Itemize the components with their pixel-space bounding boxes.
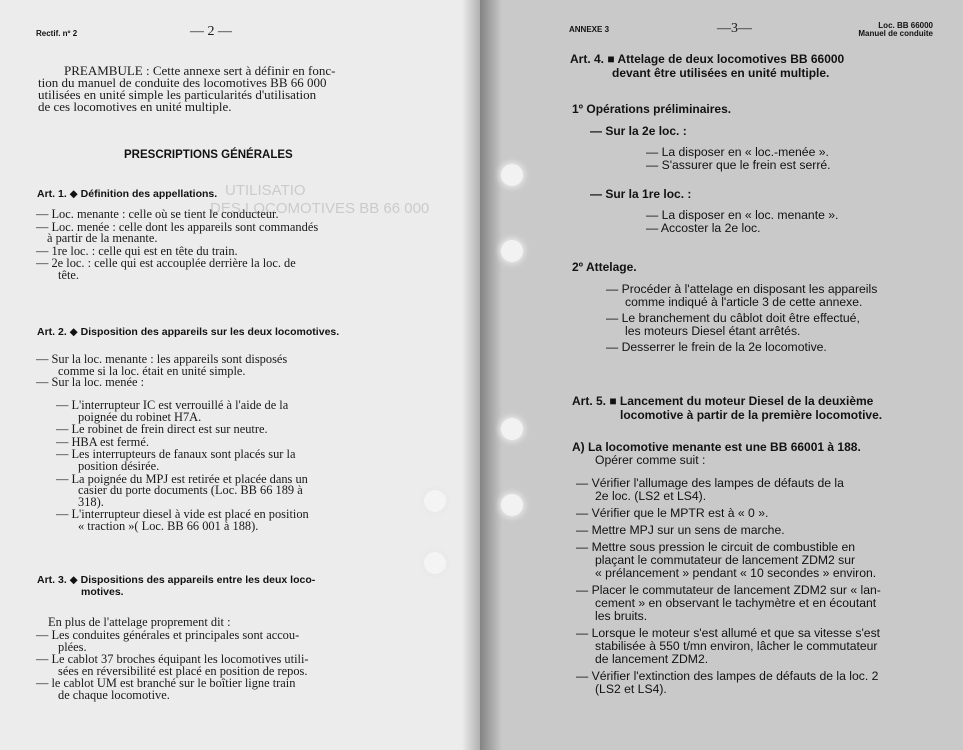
art3-intro: En plus de l'attelage proprement dit :	[48, 615, 231, 629]
list-item	[576, 477, 936, 503]
list-line: — HBA est fermé.	[56, 434, 149, 449]
list-line: de lancement ZDM2.	[595, 652, 709, 666]
list-item	[56, 449, 386, 472]
list-item	[36, 354, 386, 377]
header-ref: ANNEXE 3	[569, 25, 610, 34]
art5-list	[576, 477, 936, 696]
list-line: — L'interrupteur IC est verrouillé à l'aide de la	[56, 398, 289, 412]
title-line: locomotive à partir de la première locomotive.	[620, 408, 883, 422]
page-number: — 2 —	[190, 24, 232, 39]
list-item	[576, 541, 936, 580]
list-line: poignée du robinet H7A.	[78, 409, 202, 424]
list-line: (LS2 et LS4).	[595, 682, 667, 696]
binder-hole	[501, 164, 523, 186]
list-line: comme indiqué à l'article 3 de cette annexe.	[625, 295, 863, 309]
list-line: casier du porte documents (Loc. BB 66 189 à	[78, 483, 303, 498]
list-item	[576, 584, 936, 623]
art3-list	[36, 630, 386, 702]
art4-s2-list	[606, 283, 936, 354]
general-title: PRESCRIPTIONS GÉNÉRALES	[124, 149, 293, 161]
list-item: — La disposer en « loc.-menée ».	[646, 145, 829, 159]
spine-shadow	[462, 0, 480, 750]
list-item	[56, 400, 386, 423]
list-line: 318).	[78, 494, 104, 509]
list-line: — Procéder à l'attelage en disposant les appareils	[606, 282, 878, 296]
list-item	[36, 377, 386, 389]
title-line: motives.	[81, 586, 124, 598]
art4-on2: — Sur la 2e loc. :	[590, 124, 687, 138]
header-line: Manuel de conduite	[858, 29, 933, 38]
list-item	[606, 341, 936, 354]
preamble-line: utilisées en unité simple les particularités d'utilisation	[38, 87, 317, 102]
list-line: plaçant le commutateur de lancement ZDM2 sur	[595, 553, 856, 567]
list-item	[606, 312, 936, 338]
list-line: — Mettre sous pression le circuit de combustible en	[576, 540, 856, 554]
art5-subA: A) La locomotive menante est une BB 66001 à 188.	[572, 440, 861, 454]
art1-title: Art. 1. ◆ Définition des appellations.	[37, 188, 218, 200]
binder-hole	[424, 552, 446, 574]
list-item	[56, 471, 386, 509]
header-line: Loc. BB 66000	[878, 21, 933, 30]
list-line: — Vérifier l'extinction des lampes de défauts de la loc. 2	[576, 669, 879, 683]
list-line: position désirée.	[78, 458, 160, 473]
left-page	[0, 0, 480, 750]
header-right	[858, 22, 933, 38]
list-line: — Le branchement du câblot doit être effectué,	[606, 311, 860, 325]
art5-subA2: Opérer comme suit :	[595, 453, 706, 467]
binder-hole	[501, 240, 523, 262]
list-line: — Le robinet de frein direct est sur neutre.	[56, 422, 268, 437]
art2-list	[36, 354, 386, 389]
list-line: « traction »( Loc. BB 66 001 à 188).	[78, 518, 259, 533]
preamble-line: de ces locomotives en unité multiple.	[38, 99, 232, 114]
title-line: Art. 4. ■ Attelage de deux locomotives BB 66000	[570, 52, 845, 66]
list-item	[606, 283, 936, 309]
list-item	[576, 627, 936, 666]
show-through-text: UTILISATIO	[225, 182, 306, 199]
list-line: sées en réversibilité est placé en position de repos.	[58, 663, 308, 678]
binder-hole	[501, 494, 523, 516]
art4-s1: 1º Opérations préliminaires.	[572, 102, 732, 116]
list-item	[56, 509, 386, 532]
list-item	[36, 630, 386, 653]
list-item: — S'assurer que le frein est serré.	[646, 158, 831, 172]
list-line: — La poignée du MPJ est retirée et placée dans un	[56, 471, 308, 486]
art4-on2-list	[646, 146, 831, 172]
list-line: de chaque locomotive.	[58, 687, 170, 702]
list-line: — Desserrer le frein de la 2e locomotive.	[606, 340, 827, 354]
list-item	[576, 670, 936, 696]
list-item	[36, 258, 386, 281]
list-line: les bruits.	[595, 609, 648, 623]
list-line: cement » en observant le tachymètre et en écoutant	[595, 596, 877, 610]
list-line: — Sur la loc. menante : les appareils sont disposés	[36, 352, 288, 366]
art1-list	[36, 209, 386, 282]
art4-on1-list	[646, 209, 838, 235]
title-line: devant être utilisées en unité multiple.	[612, 66, 830, 80]
list-line: tête.	[58, 267, 79, 282]
list-item	[576, 524, 936, 537]
list-line: — Mettre MPJ sur un sens de marche.	[576, 523, 785, 537]
list-line: à partir de la menante.	[47, 231, 158, 246]
page-number: —3—	[717, 21, 752, 36]
list-line: — Sur la loc. menée :	[36, 375, 145, 390]
title-line: Art. 5. ■ Lancement du moteur Diesel de la deuxième	[572, 394, 874, 408]
art3-title	[37, 574, 315, 598]
preamble	[38, 65, 335, 113]
spine-shadow	[480, 0, 502, 750]
preamble-line: tion du manuel de conduite des locomotives BB 66 000	[38, 75, 327, 90]
art4-on1: — Sur la 1re loc. :	[590, 187, 692, 201]
list-line: les moteurs Diesel étant arrêtés.	[625, 324, 801, 338]
art5-title	[572, 394, 882, 422]
list-line: — Lorsque le moteur s'est allumé et que sa vitesse s'est	[576, 626, 881, 640]
title-line: Art. 3. ◆ Dispositions des appareils entre les deux loco-	[37, 574, 316, 586]
list-item	[576, 507, 936, 520]
list-line: comme si la loc. était en unité simple.	[58, 363, 246, 378]
art4-title	[570, 52, 844, 80]
list-line: — Vérifier l'allumage des lampes de défauts de la	[576, 476, 844, 490]
list-line: — 1re loc. : celle qui est en tête du train.	[36, 243, 238, 258]
list-item: — Accoster la 2e loc.	[646, 221, 761, 235]
preamble-line: PREAMBULE : Cette annexe sert à définir en fonc-	[64, 63, 336, 78]
header-ref: Rectif. nº 2	[36, 29, 78, 38]
list-line: — Vérifier que le MPTR est à « 0 ».	[576, 506, 769, 520]
list-line: — Loc. menée : celle dont les appareils sont commandés	[36, 219, 319, 234]
list-line: — 2e loc. : celle qui est accouplée derrière la loc. de	[36, 256, 296, 271]
list-item	[36, 678, 386, 701]
list-line: 2e loc. (LS2 et LS4).	[595, 489, 707, 503]
list-line: — Le cablot 37 broches équipant les locomotives utili-	[36, 652, 309, 667]
list-item	[36, 209, 386, 221]
list-line: stabilisée à 550 t/mn environ, lâcher le commutateur	[595, 639, 878, 653]
list-line: — Les conduites générales et principales sont accou-	[36, 628, 300, 642]
list-line: plées.	[58, 639, 87, 654]
list-item: — La disposer en « loc. menante ».	[646, 208, 839, 222]
binder-hole	[424, 490, 446, 512]
art2-sublist	[56, 400, 386, 533]
list-line: — Loc. menante : celle où se tient le conducteur.	[36, 207, 279, 221]
list-line: — Les interrupteurs de fanaux sont placés sur la	[56, 447, 296, 462]
art2-title: Art. 2. ◆ Disposition des appareils sur les deux locomotives.	[37, 326, 340, 338]
show-through-text: DES LOCOMOTIVES BB 66 000	[210, 200, 430, 217]
art4-s2: 2º Attelage.	[572, 260, 637, 274]
list-line: — Placer le commutateur de lancement ZDM2 sur « lan-	[576, 583, 881, 597]
right-page	[480, 0, 963, 750]
list-item	[36, 219, 386, 246]
list-line: — L'interrupteur diesel à vide est placé en position	[56, 507, 309, 522]
list-line: « prélancement » pendant « 10 secondes » environ.	[595, 566, 877, 580]
binder-hole	[501, 418, 523, 440]
list-item	[36, 654, 386, 677]
list-line: — le cablot UM est branché sur le boîtier ligne train	[36, 676, 296, 691]
